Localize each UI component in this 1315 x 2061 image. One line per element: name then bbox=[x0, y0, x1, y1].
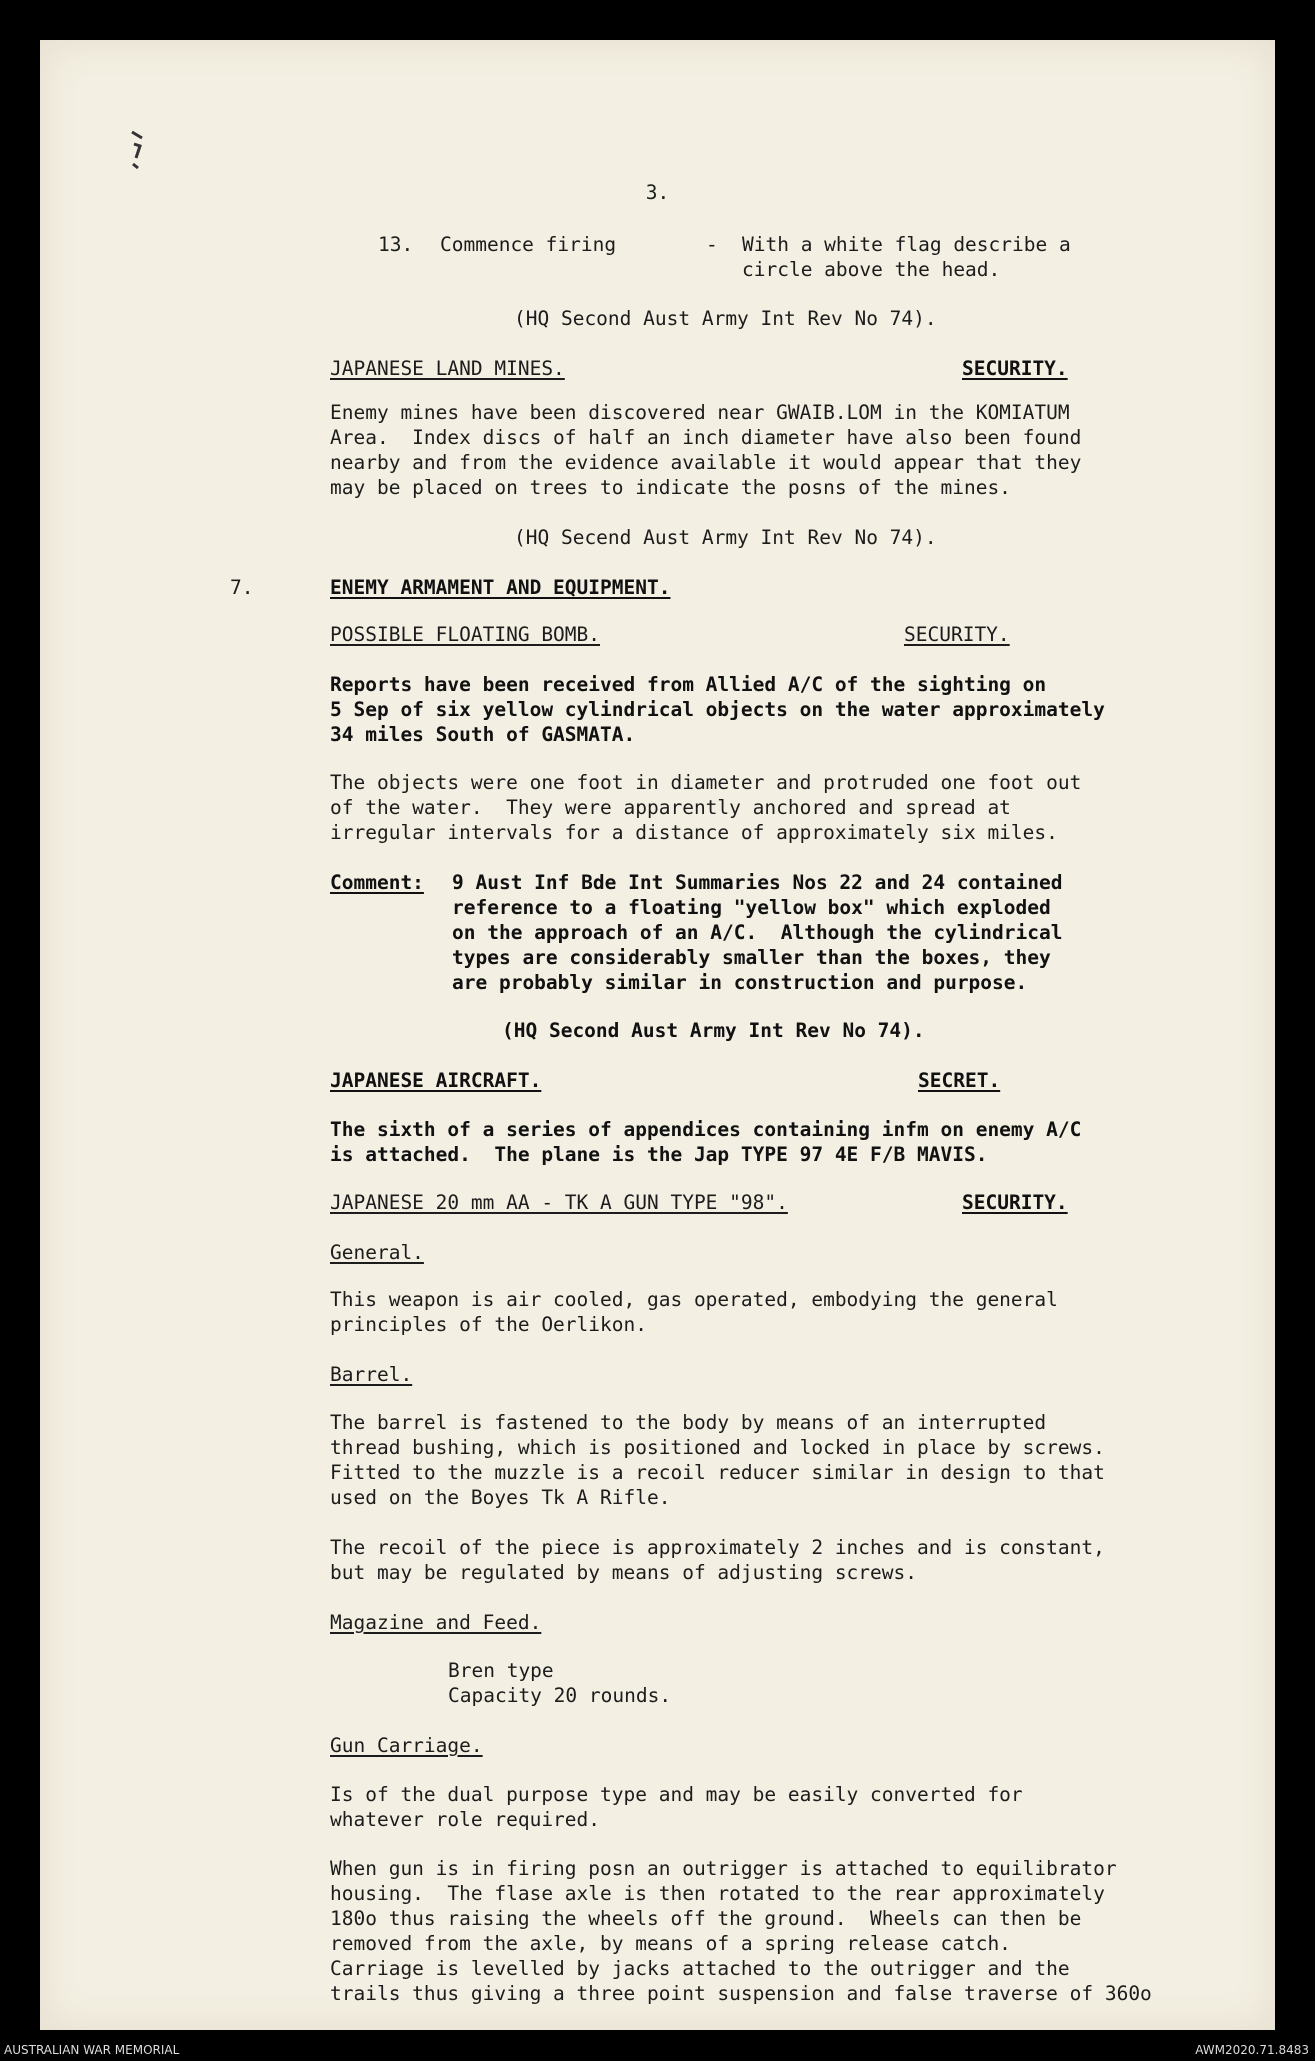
footer-archive-name: AUSTRALIAN WAR MEMORIAL bbox=[4, 2043, 180, 2057]
gun-carriage-para-2-line-6: trails thus giving a three point suspension and false traverse of 360o bbox=[330, 1982, 1152, 2005]
land-mines-heading: JAPANESE LAND MINES. bbox=[330, 357, 565, 380]
item-13-line-2: circle above the head. bbox=[742, 258, 1001, 281]
floating-bomb-para-2-line-2: of the water. They were apparently anchored and spread at bbox=[330, 796, 1011, 819]
land-mines-line-1: Enemy mines have been discovered near GWAIB.LOM in the KOMIATUM bbox=[330, 401, 1070, 424]
floating-bomb-comment-line-3: on the approach of an A/C. Although the cylindrical bbox=[452, 921, 1063, 944]
floating-bomb-comment-line-1: 9 Aust Inf Bde Int Summaries Nos 22 and 24 contained bbox=[452, 871, 1063, 894]
land-mines-line-4: may be placed on trees to indicate the posns of the mines. bbox=[330, 476, 1011, 499]
floating-bomb-comment-line-5: are probably similar in construction and purpose. bbox=[452, 971, 1028, 994]
item-13-dash: - bbox=[706, 233, 718, 256]
gun-carriage-para-2-line-4: removed from the axle, by means of a spring release catch. bbox=[330, 1932, 1011, 1955]
gun-recoil-line-1: The recoil of the piece is approximately 2 inches and is constant, bbox=[330, 1536, 1105, 1559]
gun-barrel-line-3: Fitted to the muzzle is a recoil reducer similar in design to that bbox=[330, 1461, 1105, 1484]
item-13-number: 13. bbox=[378, 233, 414, 256]
gun-barrel-heading: Barrel. bbox=[330, 1363, 413, 1386]
land-mines-line-2: Area. Index discs of half an inch diameter have also been found bbox=[330, 426, 1082, 449]
gun-carriage-para-2-line-1: When gun is in firing posn an outrigger is attached to equilibrator bbox=[330, 1857, 1117, 1880]
footer-catalog-id: AWM2020.71.8483 bbox=[1195, 2043, 1309, 2057]
floating-bomb-comment-label: Comment: bbox=[330, 871, 424, 894]
land-mines-classification: SECURITY. bbox=[962, 357, 1068, 380]
gun-carriage-para-1-line-1: Is of the dual purpose type and may be easily converted for bbox=[330, 1783, 1023, 1806]
section-7-heading: ENEMY ARMAMENT AND EQUIPMENT. bbox=[330, 576, 671, 599]
floating-bomb-para-1-line-3: 34 miles South of GASMATA. bbox=[330, 723, 636, 746]
gun-carriage-para-2-line-2: housing. The flase axle is then rotated to the rear approximately bbox=[330, 1882, 1105, 1905]
gun-barrel-line-2: thread bushing, which is positioned and locked in place by screws. bbox=[330, 1436, 1105, 1459]
staple-mark-icon bbox=[128, 128, 146, 172]
floating-bomb-comment-line-4: types are considerably smaller than the boxes, they bbox=[452, 946, 1051, 969]
gun-general-line-1: This weapon is air cooled, gas operated, embodying the general bbox=[330, 1288, 1058, 1311]
gun-barrel-line-1: The barrel is fastened to the body by means of an interrupted bbox=[330, 1411, 1047, 1434]
floating-bomb-para-2-line-3: irregular intervals for a distance of approximately six miles. bbox=[330, 821, 1058, 844]
land-mines-line-3: nearby and from the evidence available it would appear that they bbox=[330, 451, 1082, 474]
gun-general-heading: General. bbox=[330, 1241, 424, 1264]
gun-recoil-line-2: but may be regulated by means of adjusting screws. bbox=[330, 1561, 917, 1584]
floating-bomb-para-1-line-1: Reports have been received from Allied A/C of the sighting on bbox=[330, 673, 1047, 696]
aircraft-classification: SECRET. bbox=[918, 1069, 1001, 1092]
section-7-number: 7. bbox=[230, 576, 254, 599]
gun-magazine-line-1: Bren type bbox=[448, 1659, 554, 1682]
floating-bomb-reference: (HQ Second Aust Army Int Rev No 74). bbox=[502, 1019, 925, 1042]
gun-carriage-heading: Gun Carriage. bbox=[330, 1734, 483, 1757]
aircraft-line-1: The sixth of a series of appendices containing infm on enemy A/C bbox=[330, 1118, 1082, 1141]
aircraft-heading: JAPANESE AIRCRAFT. bbox=[330, 1069, 542, 1092]
gun-barrel-line-4: used on the Boyes Tk A Rifle. bbox=[330, 1486, 671, 1509]
floating-bomb-comment-line-2: reference to a floating "yellow box" which exploded bbox=[452, 896, 1051, 919]
floating-bomb-heading: POSSIBLE FLOATING BOMB. bbox=[330, 623, 601, 646]
land-mines-reference: (HQ Secend Aust Army Int Rev No 74). bbox=[514, 526, 937, 549]
reference-1: (HQ Second Aust Army Int Rev No 74). bbox=[514, 307, 937, 330]
item-13-line-1: With a white flag describe a bbox=[742, 233, 1071, 256]
floating-bomb-classification: SECURITY. bbox=[904, 623, 1010, 646]
gun-general-line-2: principles of the Oerlikon. bbox=[330, 1313, 647, 1336]
item-13-label: Commence firing bbox=[440, 233, 617, 256]
aircraft-line-2: is attached. The plane is the Jap TYPE 97 4E F/B MAVIS. bbox=[330, 1143, 988, 1166]
gun-carriage-para-2-line-5: Carriage is levelled by jacks attached to the outrigger and the bbox=[330, 1957, 1070, 1980]
gun-heading: JAPANESE 20 mm AA - TK A GUN TYPE "98". bbox=[330, 1191, 788, 1214]
floating-bomb-para-1-line-2: 5 Sep of six yellow cylindrical objects on the water approximately bbox=[330, 698, 1105, 721]
gun-carriage-para-2-line-3: 180o thus raising the wheels off the ground. Wheels can then be bbox=[330, 1907, 1082, 1930]
page-number: 3. bbox=[645, 181, 670, 204]
gun-magazine-heading: Magazine and Feed. bbox=[330, 1611, 542, 1634]
gun-magazine-line-2: Capacity 20 rounds. bbox=[448, 1684, 672, 1707]
floating-bomb-para-2-line-1: The objects were one foot in diameter and protruded one foot out bbox=[330, 771, 1082, 794]
gun-carriage-para-1-line-2: whatever role required. bbox=[330, 1808, 601, 1831]
gun-classification: SECURITY. bbox=[962, 1191, 1068, 1214]
